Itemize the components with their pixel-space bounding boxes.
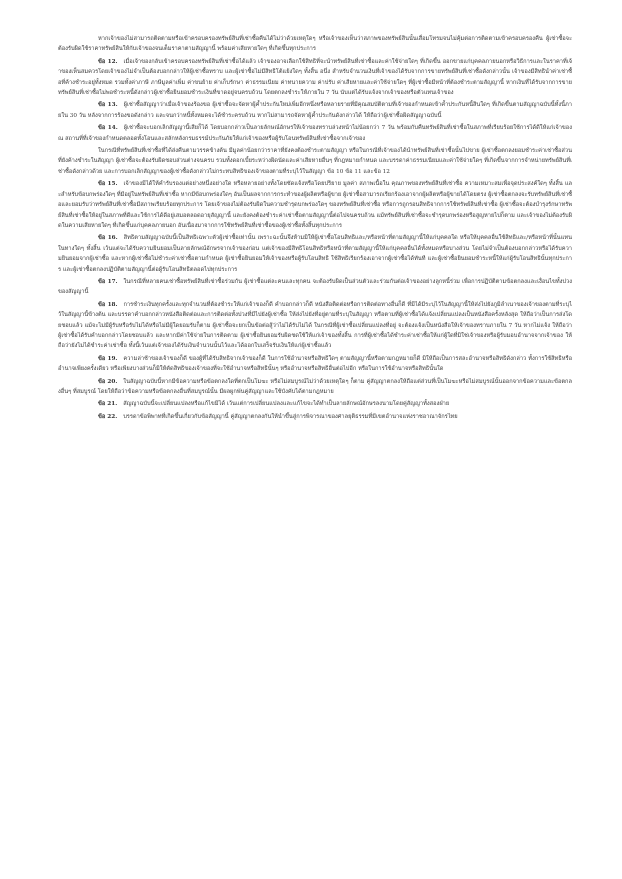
clause-label: ข้อ 12. — [98, 58, 118, 65]
clause-text: สิทธิตามสัญญาฉบับนี้เป็นสิทธิเฉพาะตัวผู้เช่าซื้อเท่านั้น เพราะฉะนั้นจึงห้ามมิให้ผู้เช่าซื้อโอนสิทธิและ/หรือหน้าที่ตามสัญญานี้ให้แก่บุคคลใด หรือให้บุคคลอื่นใช้สิทธิและ/หรือหน้าที่นั้นแทนในทางใดๆ ทั้งสิ้น เว้นแต่จะได้รับความยินยอมเป็นลายลักษณ์อักษรจากเจ้าของก่อน แต่เจ้าของมีสิทธิโอนสิทธิหรือหน้าที่ตามสัญญานี้ให้แก่บุคคลอื่นได้ทั้งหมดหรือบางส่วน โดยไม่จำเป็นต้องบอกกล่าวหรือได้รับความยินยอมจากผู้เช่าซื้อ และหากผู้เช่าซื้อไม่ชำระค่าเช่าซื้อตามกำหนด ผู้เช่าซื้อยินยอมให้เจ้าของหรือผู้รับโอนสิทธิ ใช้สิทธิเรียกร้องเอาจากผู้เช่าซื้อได้ทันที และผู้เช่าซื้อยินยอมชำระหนี้ให้แก่ผู้รับโอนสิทธินั้นทุกประการ และผู้เช่าซื้อตกลงปฏิบัติตามสัญญานี้ต่อผู้รับโอนสิทธิตลอดไปทุกประการ — [58, 235, 572, 273]
clause-text: ผู้เช่าซื้อสัญญาว่าเมื่อเจ้าของร้องขอ ผู้เช่าซื้อจะจัดหาผู้ค้ำประกันใหม่เพิ่มอีกหนึ่งหรือหลายรายที่มีคุณสมบัติตามที่เจ้าของกำหนดเข้าค้ำประกันหนี้สินใดๆ ที่เกิดขึ้นตามสัญญาฉบับนี้ทั้งนี้ภายใน 30 วัน หลังจากการร้องขอดังกล่าว และจนกว่าหนี้ทั้งหมดจะได้ชำระครบถ้วน หากไม่สามารถจัดหาผู้ค้ำประกันดังกล่าวได้ ให้ถือว่าผู้เช่าซื้อผิดสัญญาฉบับนี้ — [58, 102, 572, 119]
clause-text: บรรดาข้อพิพาทที่เกิดขึ้นเกี่ยวกับข้อสัญญานี้ คู่สัญญาตกลงกันให้นำขึ้นสู่การพิจารณาของศาลยุติธรรมที่มีเขตอำนาจแห่งราชอาณาจักรไทย — [123, 413, 458, 420]
clause-20 — [58, 377, 572, 398]
clause-12 — [58, 57, 572, 99]
clause-14 — [58, 123, 572, 144]
clause-16 — [58, 233, 572, 275]
clause-text: การชำระเงินทุกครั้งและทุกจำนวนที่ต้องชำระให้แก่เจ้าของก็ดี คำบอกกล่าวก็ดี หนังสือติดต่อหรือการติดต่อทางอื่นก็ดี ที่มิได้มีระบุไว้ในสัญญานี้ให้ส่งไปยังภูมิลำเนาของเจ้าของตามที่ระบุไว้ในสัญญานี้ข้างต้น และบรรดาคำบอกกล่าวหนังสือติดต่อและการติดต่อทั้งปวงที่มีไปยังผู้เช่าซื้อ ให้ส่งไปยังที่อยู่ตามที่ระบุในสัญญา หรือตามที่ผู้เช่าซื้อได้แจ้งเปลี่ยนแปลงเป็นหนังสือครั้งหลังสุด ให้ถือว่าเป็นการส่งโดยชอบแล้ว แม้จะไม่มีผู้รับหรือรับไม่ได้หรือไม่มีผู้ใดยอมรับก็ตาม ผู้เช่าซื้อจะยกเป็นข้อต่อสู้ว่าไม่ได้รับไม่ได้ ในกรณีที่ผู้เช่าซื้อเปลี่ยนแปลงที่อยู่ จะต้องแจ้งเป็นหนังสือให้เจ้าของทราบภายใน 7 วัน หากไม่แจ้ง ให้ถือว่าผู้เช่าซื้อได้รับคำบอกกล่าวโดยชอบแล้ว และหากมีค่าใช้จ่ายในการติดตาม ผู้เช่าซื้อยินยอมรับผิดชดใช้ให้แก่เจ้าของทั้งสิ้น การที่ผู้เช่าซื้อได้ชำระค่าเช่าซื้อให้แก่ผู้ใดที่มิใช่เจ้าของหรือผู้รับมอบอำนาจจากเจ้าของ ให้ถือว่ายังไม่ได้ชำระค่าเช่าซื้อ ทั้งนี้เว้นแต่เจ้าของได้รับเงินจำนวนนั้นไว้และได้ออกใบเสร็จรับเงินให้แก่ผู้เช่าซื้อแล้ว — [58, 301, 572, 350]
clause-19 — [58, 354, 572, 375]
clause-15 — [58, 179, 572, 231]
clause-text: เจ้าของมิได้ให้คำรับรองแต่อย่างหนึ่งอย่างใด หรือหลายอย่างทั้งโดยชัดแจ้งหรือโดยปริยาย มูลค่า สภาพเนื้อใน คุณภาพของทรัพย์สินที่เช่าซื้อ ความเหมาะสมเพื่อจุดประสงค์ใดๆ ทั้งสิ้น และสำหรับข้อบกพร่องใดๆ ที่มีอยู่ในทรัพย์สินที่เช่าซื้อ หากมีข้อบกพร่องใดๆ อันเป็นผลจากการกระทำของผู้ผลิตหรือผู้ขาย ผู้เช่าซื้อสามารถเรียกร้องเอาจากผู้ผลิตหรือผู้ขายได้โดยตรง ผู้เช่าซื้อตกลงจะรับทรัพย์สินที่เช่าซื้อและยอมรับว่าทรัพย์สินที่เช่าซื้อมีสภาพเรียบร้อยทุกประการ โดยเจ้าของไม่ต้องรับผิดในความชำรุดบกพร่องใดๆ ของทรัพย์สินที่เช่าซื้อ หรือการถูกรอนสิทธิจากการใช้ทรัพย์สินที่เช่าซื้อ ผู้เช่าซื้อจะต้องบำรุงรักษาทรัพย์สินที่เช่าซื้อให้อยู่ในสภาพที่ดีและใช้การได้ดีอยู่เสมอตลอดอายุสัญญานี้ และยังคงต้องชำระค่าเช่าซื้อตามสัญญานี้ต่อไปจนครบถ้วน แม้ทรัพย์สินที่เช่าซื้อจะชำรุดบกพร่องหรือสูญหายไปก็ตาม และเจ้าของไม่ต้องรับผิดในความเสียหายใดๆ ที่เกิดขึ้นแก่บุคคลภายนอก อันเนื่องมาจากการใช้ทรัพย์สินที่เช่าซื้อของผู้เช่าซื้อทั้งสิ้นทุกประการ — [58, 181, 573, 229]
paragraph-text: ในกรณีที่ทรัพย์สินที่เช่าซื้อที่ได้ส่งคืนตามวรรคข้างต้น มีมูลค่าน้อยกว่าราคาที่ยังคงต้องชำระตามสัญญา หรือในกรณีที่เจ้าของได้นำทรัพย์สินที่เช่าซื้อนั้นไปขาย ผู้เช่าซื้อตกลงยอมชำระค่าเช่าซื้อส่วนที่ยังค้างชำระในสัญญา ผู้เช่าซื้อจะต้องรับผิดชอบส่วนต่างจนครบ รวมทั้งดอกเบี้ยระหว่างผิดนัดและค่าเสียหายอื่นๆ ที่กฎหมายกำหนด และบรรดาค่าธรรมเนียมและค่าใช้จ่ายใดๆ ที่เกิดขึ้นจากการจำหน่ายทรัพย์สินที่เช่าซื้อดังกล่าวด้วย และการบอกเลิกสัญญาของผู้เช่าซื้อดังกล่าวไม่กระทบสิทธิของเจ้าของตามที่ระบุไว้ในสัญญา ข้อ 10 ข้อ 11 และข้อ 12 — [58, 148, 572, 175]
clause-text: ความล่าช้าของเจ้าของก็ดี ของผู้ที่ได้รับสิทธิจากเจ้าของก็ดี ในการใช้อำนาจหรือสิทธิใดๆ ตามสัญญานี้หรือตามกฎหมายก็ดี มิให้ถือเป็นการสละอำนาจหรือสิทธิดังกล่าว ทั้งการใช้สิทธิหรืออำนาจเพียงครั้งเดียว หรือเพียงบางส่วนก็มิให้ตัดสิทธิของเจ้าของที่จะใช้อำนาจหรือสิทธินั้นๆ หรืออำนาจหรือสิทธิอื่นต่อไปอีก หรือในการใช้อำนาจหรือสิทธินั้นใด — [58, 355, 572, 373]
clause-text: ผู้เช่าซื้อจะบอกเลิกสัญญานี้เสียก็ได้ โดยบอกกล่าวเป็นลายลักษณ์อักษรให้เจ้าของทราบล่วงหน้าไม่น้อยกว่า 7 วัน พร้อมกับคืนทรัพย์สินที่เช่าซื้อในสภาพที่เรียบร้อยใช้การได้ดีให้แก่เจ้าของ ณ สถานที่ที่เจ้าของกำหนดตลอดทั้งโอนและสลักหลังกรมธรรม์ประกันภัยให้แก่เจ้าของหรือผู้รับโอนทรัพย์สินที่เช่าซื้อจากเจ้าของ — [58, 125, 572, 142]
clause-label: ข้อ 20. — [98, 378, 118, 385]
clause-label: ข้อ 16. — [98, 235, 118, 242]
paragraph-text: หากเจ้าของไม่สามารถติดตามหรือเข้าครอบครองทรัพย์สินที่เช่าซื้อคืนได้ไม่ว่าด้วยเหตุใดๆ หรือเจ้าของเห็นว่าสภาพของทรัพย์สินนั้นเสื่อมโทรมจนไม่คุ้มต่อการติดตามเข้าครอบครองคืน ผู้เช่าซื้อจะต้องรับผิดใช้ราคาทรัพย์สินให้กับเจ้าของจนเต็มราคาตามสัญญานี้ พร้อมค่าเสียหายใดๆ ที่เกิดขึ้นทุกประการ — [58, 36, 572, 53]
clause-label: ข้อ 19. — [98, 355, 118, 362]
clause-text: สัญญาฉบับนี้จะเปลี่ยนแปลงหรือแก้ไขมิได้ เว้นแต่การเปลี่ยนแปลงและแก้ไขจะได้ทำเป็นลายลักษณ์อักษรลงนามโดยคู่สัญญาทั้งสองฝ่าย — [123, 401, 450, 408]
clause-13 — [58, 100, 572, 121]
clause-label: ข้อ 14. — [98, 125, 118, 132]
clause-label: ข้อ 18. — [98, 301, 118, 308]
clause-label: ข้อ 15. — [98, 181, 118, 188]
clause-label: ข้อ 13. — [98, 102, 118, 109]
clause-text: ในกรณีที่หลายคนเช่าซื้อทรัพย์สินที่เช่าซื้อร่วมกัน ผู้เช่าซื้อแต่ละคนและทุกคน จะต้องรับผิดเป็นส่วนตัวและร่วมกันต่อเจ้าของอย่างลูกหนี้ร่วม เพื่อการปฏิบัติตามข้อตกลงและเงื่อนไขทั้งปวงของสัญญานี้ — [58, 278, 572, 296]
clause-label: ข้อ 17. — [98, 278, 118, 285]
paragraph-continuation — [58, 34, 572, 55]
clause-text: ในสัญญาฉบับนี้หากมีข้อความหรือข้อตกลงใดที่ตกเป็นโมฆะ หรือไม่สมบูรณ์ไม่ว่าด้วยเหตุใดๆ ก็ตาม คู่สัญญาตกลงให้ถือแต่ส่วนที่เป็นโมฆะหรือไม่สมบูรณ์นั้นออกจากข้อความและข้อตกลงอื่นๆ ที่สมบูรณ์ โดยให้ถือว่าข้อความหรือข้อตกลงอื่นที่สมบูรณ์นั้น มีผลผูกพันคู่สัญญาและใช้บังคับได้ตามกฎหมาย — [58, 378, 572, 395]
clause-text: เมื่อเจ้าของกลับเข้าครอบครองทรัพย์สินที่เช่าซื้อได้แล้ว เจ้าของอาจเลือกใช้สิทธิที่จะนำทรัพย์สินที่เช่าซื้อและค่าใช้จ่ายใดๆ ที่เกิดขึ้น ออกขายแก่บุคคลภายนอกหรือวิธีการและในราคาที่เจ้าของเห็นสมควรโดยเจ้าของไม่จำเป็นต้องบอกกล่าวให้ผู้เช่าซื้อทราบ และผู้เช่าซื้อไม่มีสิทธิโต้แย้งใดๆ ทั้งสิ้น อนึ่ง สำหรับจำนวนเงินที่เจ้าของได้รับจากการขายทรัพย์สินที่เช่าซื้อดังกล่าวนั้น เจ้าของมีสิทธินำค่าเช่าซื้อที่ค้างชำระอยู่ทั้งหมด รวมทั้งค่าภาษี ภาษีมูลค่าเพิ่ม ค่าขนย้าย ค่าเก็บรักษา ค่าธรรมเนียม ค่าทนายความ ค่าปรับ ค่าเสียหายและค่าใช้จ่ายใดๆ ที่ผู้เช่าซื้อมีหน้าที่ต้องชำระตามสัญญานี้ หากเงินที่ได้รับจากการขายทรัพย์สินที่เช่าซื้อไม่พอชำระหนี้ดังกล่าวผู้เช่าซื้อยินยอมชำระเงินที่ขาดอยู่จนครบถ้วน โดยตกลงชำระให้ภายใน 7 วัน นับแต่ได้รับแจ้งจากเจ้าของหรือตัวแทนเจ้าของ — [58, 58, 572, 97]
clause-21 — [58, 399, 572, 409]
clause-22 — [58, 412, 572, 422]
clause-14-continuation — [58, 146, 572, 177]
clause-17 — [58, 277, 572, 298]
clause-label: ข้อ 22. — [98, 413, 118, 420]
clause-label: ข้อ 21. — [98, 401, 118, 408]
clause-18 — [58, 300, 572, 352]
contract-body — [58, 34, 572, 422]
